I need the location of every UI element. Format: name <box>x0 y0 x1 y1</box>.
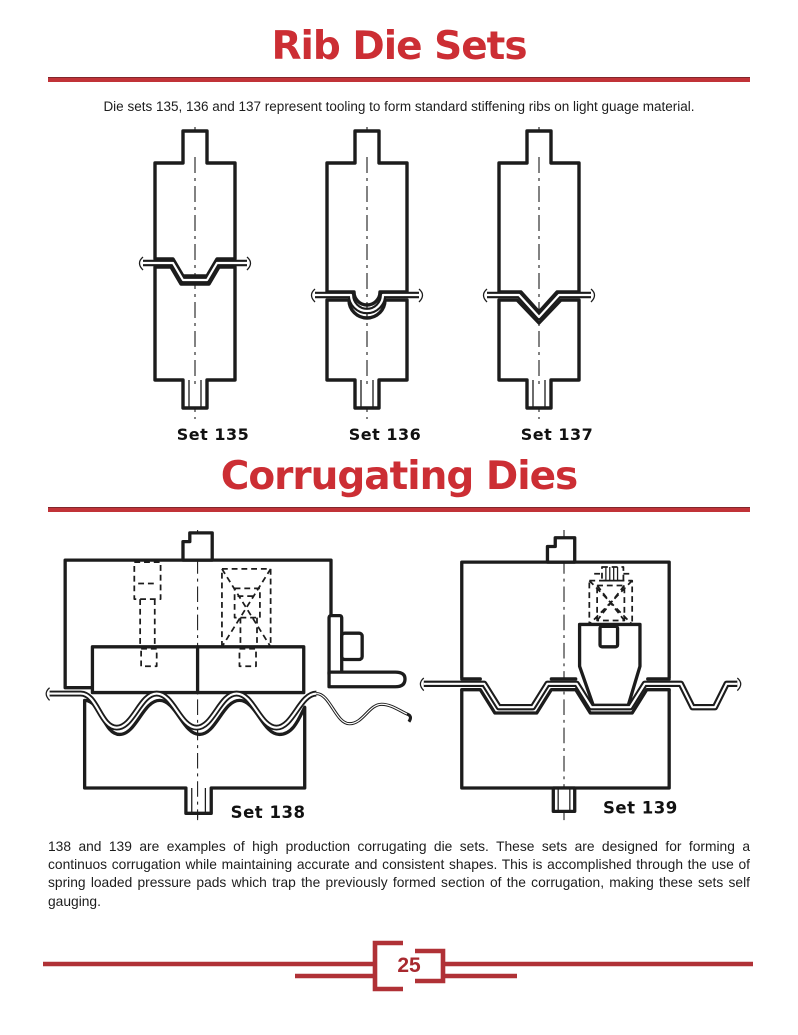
page-footer <box>0 927 798 1002</box>
die-set-138-drawing <box>34 526 416 828</box>
die-set-137-drawing <box>477 127 637 419</box>
rib-section-title: Rib Die Sets <box>271 24 527 69</box>
corrugating-section-title: Corrugating Dies <box>220 454 578 499</box>
footer-ornament <box>29 927 769 997</box>
rib-figure-set-136 <box>302 127 468 444</box>
set-137-label: Set 137 <box>520 425 594 444</box>
page-number: 25 <box>397 953 421 977</box>
set-138-label: Set 138 <box>230 803 306 823</box>
rib-die-figures-row <box>0 127 784 444</box>
corrugating-body-text: 138 and 139 are examples of high production corrugating die sets. These sets are designed for forming a continuos corrugation while maintaining accurate and consistent shapes. This is accomplished through the use of spring loaded pressure pads which trap the previously formed section of the corrugation, making these sets self gauging. <box>48 839 750 909</box>
rib-intro-text: Die sets 135, 136 and 137 represent tooling to form standard stiffening ribs on light guage material. <box>103 99 695 114</box>
die-set-139-drawing <box>416 526 776 828</box>
set-135-label: Set 135 <box>176 425 250 444</box>
die-set-135-drawing <box>133 127 293 419</box>
rib-section-divider <box>48 77 750 82</box>
set-136-label: Set 136 <box>348 425 422 444</box>
rib-figure-set-135 <box>130 127 296 444</box>
rib-figure-set-137 <box>474 127 640 444</box>
set-139-label: Set 139 <box>602 798 678 818</box>
die-set-136-drawing <box>305 127 465 419</box>
corrugating-figures-row <box>0 512 798 828</box>
